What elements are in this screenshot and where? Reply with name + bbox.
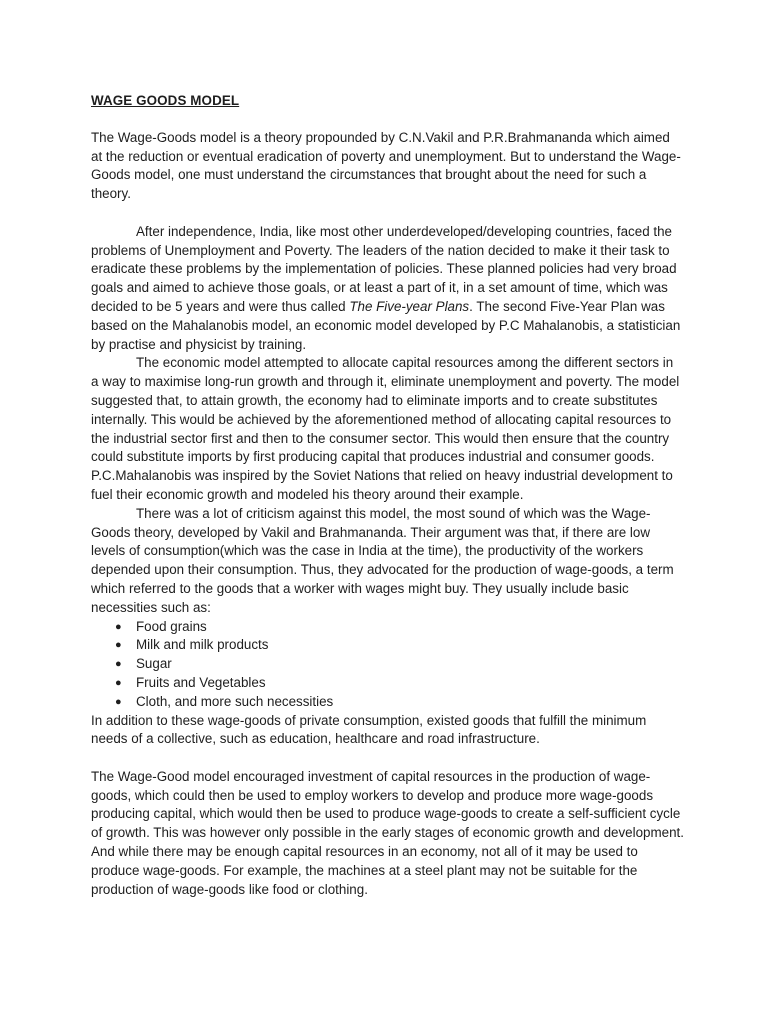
intro-paragraph: The Wage-Goods model is a theory propounded by C.N.Vakil and P.R.Brahmananda which aimed at the reduction or eventual eradication of poverty and unemployment. But to understand the Wage-Goods model, one must understand the circumstances that brought about the need for such a theory. <box>91 129 681 202</box>
list-item-text: Fruits and Vegetables <box>136 674 266 690</box>
bullet-icon: ● <box>115 676 122 689</box>
paragraph-independence-text-end: . The second Five-Year Plan was based on the Mahalanobis model, an economic model developed by P.C Mahalanobis, a statistician by practise and physicist by training. <box>91 298 681 352</box>
list-item-text: Food grains <box>136 618 207 634</box>
paragraph-independence <box>91 223 684 355</box>
bullet-icon: ● <box>115 620 122 633</box>
wage-goods-list <box>91 618 684 712</box>
paragraph-investment: The Wage-Good model encouraged investment of capital resources in the production of wage-goods, which could then be used to employ workers to develop and produce more wage-goods producing capital, which would then be used to produce wage-goods to create a self-sufficient cycle of growth. This was however only possible in the early stages of economic growth and development. And while there may be enough capital resources in an economy, not all of it may be used to produce wage-goods. For example, the machines at a steel plant may not be suitable for the production of wage-goods like food or clothing. <box>91 768 684 897</box>
bullet-icon: ● <box>115 658 122 671</box>
paragraph-independence-text: After independence, India, like most other underdeveloped/developing countries, faced the problems of Unemployment and Poverty. The leaders of the nation decided to make it their task to eradicate these problems by the implementation of policies. These planned policies had very broad goals and aimed to achieve those goals, or at least a part of it, in a set amount of time, which was decided to be 5 years and were thus called <box>91 223 677 314</box>
list-item <box>91 655 684 674</box>
bullet-icon: ● <box>115 639 122 652</box>
list-item-text: Milk and milk products <box>136 637 269 653</box>
paragraph-economic-model: The economic model attempted to allocate capital resources among the different sectors in a way to maximise long-run growth and through it, eliminate unemployment and poverty. The model suggested that, to attain growth, the economy had to eliminate imports and to create substitutes internally. This would be achieved by the aforementioned method of allocating capital resources to the industrial sector first and then to the consumer sector. This would then ensure that the country could substitute imports by first producing capital that produces industrial and consumer goods. P.C.Mahalanobis was inspired by the Soviet Nations that relied on heavy industrial development to fuel their economic growth and modeled his theory around their example. <box>91 355 680 502</box>
five-year-plans-italic: The Five-year Plans <box>349 298 470 314</box>
list-item-text: Sugar <box>136 656 172 672</box>
paragraph-criticism: There was a lot of criticism against this model, the most sound of which was the Wage-Goods theory, developed by Vakil and Brahmananda. Their argument was that, if there are low levels of consumption(which was the case in India at the time), the productivity of the workers depended upon their consumption. Thus, they advocated for the production of wage-goods, a term which referred to the goods that a worker with wages might buy. They usually include basic necessities such as: <box>91 505 674 615</box>
list-item-text: Cloth, and more such necessities <box>136 693 334 709</box>
paragraph-collective-goods: In addition to these wage-goods of private consumption, existed goods that fulfill the minimum needs of a collective, such as education, healthcare and road infrastructure. <box>91 712 647 747</box>
list-item <box>91 674 684 693</box>
list-item <box>91 636 684 655</box>
document-title: WAGE GOODS MODEL <box>91 93 240 108</box>
bullet-icon: ● <box>115 695 122 708</box>
list-item <box>91 618 684 637</box>
list-item <box>91 693 684 712</box>
